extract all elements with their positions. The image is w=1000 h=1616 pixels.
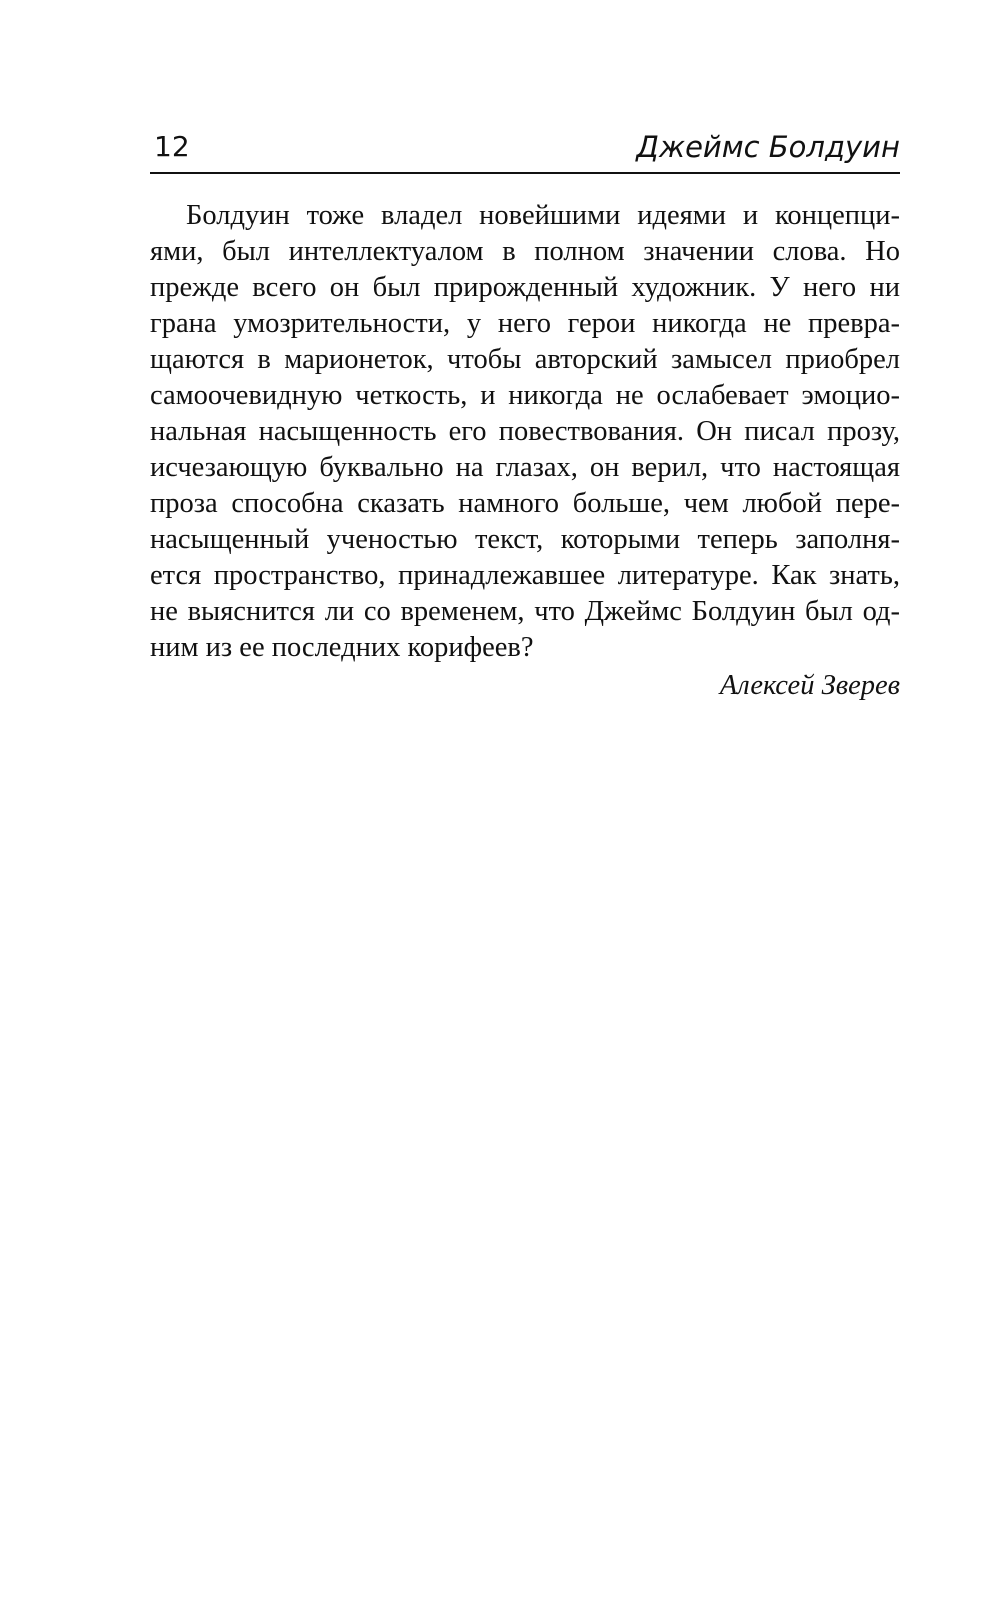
text-line: не выяснится ли со временем, что Джеймс Болдуин был од- [150,596,900,627]
text-line: прежде всего он был прирожденный художник. У него ни [150,272,900,303]
running-header [150,126,900,174]
text-line: нальная насыщенность его повествования. Он писал прозу, [150,416,900,447]
body-paragraph [150,198,900,666]
text-line: насыщенный ученостью текст, которыми теперь заполня- [150,524,900,555]
text-line: грана умозрительности, у него герои никогда не превра- [150,308,900,339]
book-title: Джеймс Болдуин [636,130,900,164]
page-number: 12 [154,130,190,163]
text-line: Болдуин тоже владел новейшими идеями и концепци- [186,200,900,231]
text-line: исчезающую буквально на глазах, он верил, что настоящая [150,452,900,483]
author-signature: Алексей Зверев [719,670,900,701]
text-line: самоочевидную четкость, и никогда не ослабевает эмоцио- [150,380,900,411]
text-line: проза способна сказать намного больше, чем любой пере- [150,488,900,519]
text-line: ями, был интеллектуалом в полном значении слова. Но [150,236,900,267]
text-line: щаются в марионеток, чтобы авторский замысел приобрел [150,344,900,375]
text-line: ется пространство, принадлежавшее литературе. Как знать, [150,560,900,591]
text-line: ним из ее последних корифеев? [150,632,534,663]
